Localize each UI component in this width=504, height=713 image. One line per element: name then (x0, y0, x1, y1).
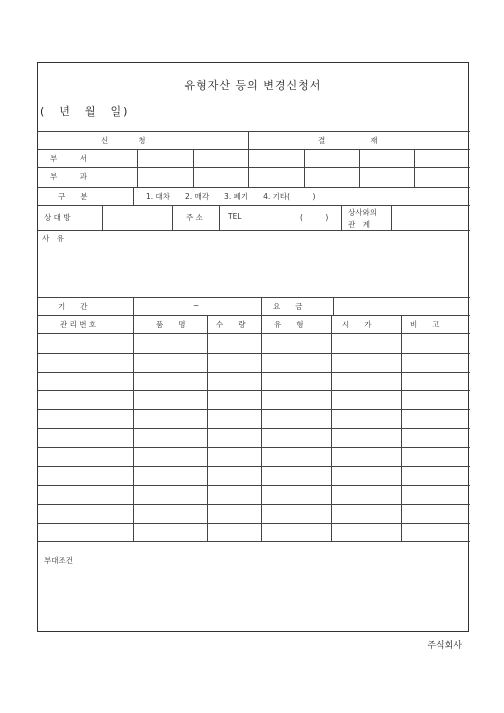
rule (38, 315, 470, 316)
approval-label: 결 재 (318, 136, 378, 145)
rule (248, 131, 249, 187)
applicant-label: 신 청 (101, 136, 146, 145)
application-form (37, 62, 469, 632)
rule (102, 205, 103, 230)
category-options: 1. 대차 2. 매각 3. 폐기 4. 기타( ) (146, 192, 316, 201)
column-header: 시 가 (342, 320, 372, 329)
rule (38, 466, 470, 467)
rule (331, 315, 332, 541)
rule (38, 149, 470, 150)
date-line: ( 년 월 일) (40, 105, 130, 118)
column-header: 관 리 번 호 (60, 320, 97, 329)
rule (38, 187, 470, 188)
rule (193, 149, 194, 187)
form-title: 유형자산 등의 변경신청서 (184, 79, 322, 92)
address-label: 주 소 (186, 213, 203, 222)
rule (38, 333, 470, 334)
rule (172, 205, 173, 230)
tel-paren: ( ) (300, 213, 329, 222)
rule (341, 205, 342, 230)
rule (38, 485, 470, 486)
rule (304, 149, 305, 187)
section-label: 부 과 (50, 172, 87, 181)
rule (359, 149, 360, 187)
department-label: 부 서 (50, 154, 87, 163)
counterparty-label: 상 대 방 (44, 213, 71, 222)
rule (38, 390, 470, 391)
rule (133, 187, 134, 205)
rule (38, 523, 470, 524)
rule (38, 297, 470, 298)
tel-label: TEL (228, 212, 242, 221)
column-header: 유 형 (274, 320, 304, 329)
rule (38, 167, 470, 168)
rule (38, 504, 470, 505)
rule (38, 428, 470, 429)
rule (38, 372, 470, 373)
company-name: 주식회사 (427, 641, 462, 651)
rule (207, 315, 208, 541)
rule (391, 205, 392, 230)
reason-label: 사 유 (42, 234, 64, 243)
rule (414, 149, 415, 187)
rule (38, 541, 470, 542)
rule (38, 353, 470, 354)
rule (261, 297, 262, 315)
period-tilde: ~ (193, 301, 200, 310)
rule (333, 297, 334, 315)
rule (137, 149, 138, 187)
column-header: 품 명 (156, 320, 186, 329)
conditions-label: 부대조건 (44, 556, 73, 565)
rule (38, 131, 470, 132)
rule (219, 205, 220, 230)
relation-label: 관 계 (348, 220, 370, 229)
rule (38, 409, 470, 410)
relation-label: 상사와의 (348, 208, 377, 217)
rule (38, 230, 470, 231)
rule (401, 315, 402, 541)
category-label: 구 분 (58, 192, 88, 201)
period-label: 기 간 (58, 302, 88, 311)
rule (133, 315, 134, 541)
fee-label: 요 금 (273, 302, 303, 311)
rule (133, 297, 134, 315)
column-header: 비 고 (410, 320, 440, 329)
rule (261, 315, 262, 541)
rule (38, 447, 470, 448)
column-header: 수 량 (216, 320, 246, 329)
